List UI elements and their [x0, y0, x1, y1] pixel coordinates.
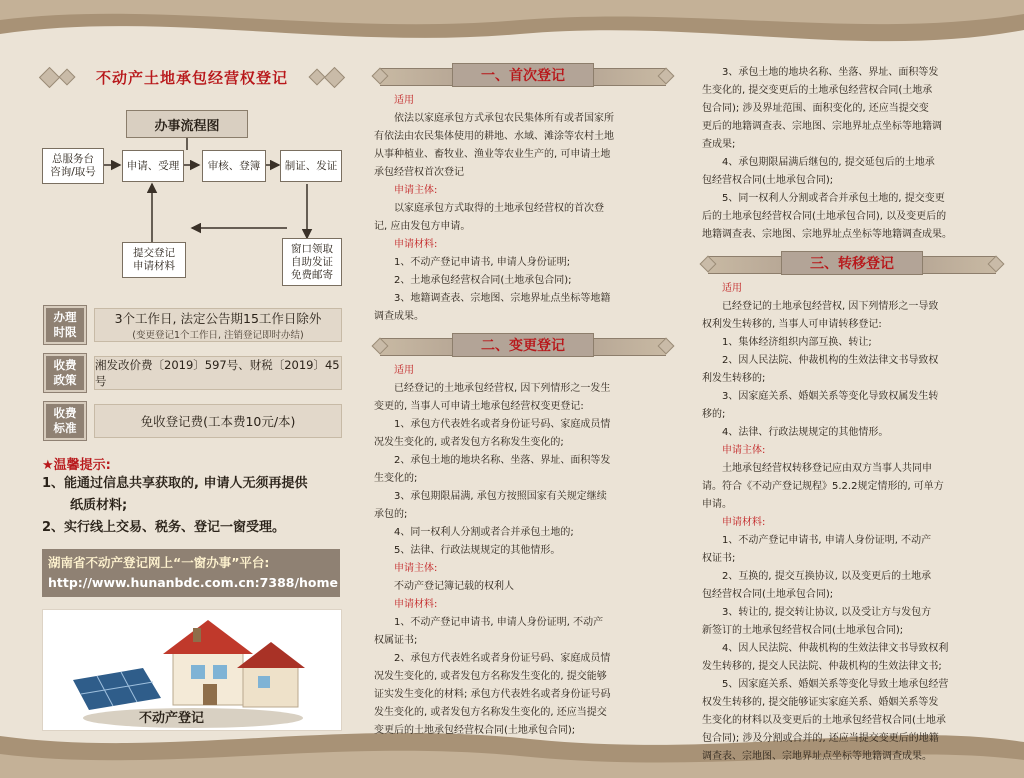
body-line: 承包经营权首次登记 [374, 167, 464, 178]
body-line: 移的; [702, 409, 726, 420]
body-line: 记, 应由发包方申请。 [374, 221, 471, 232]
body-line: 变更的, 当事人可申请土地承包经营权变更登记: [374, 401, 584, 412]
body-line: 5、同一权利人分割或者合并承包土地的, 提交变更 [722, 193, 945, 204]
body-line: 查成果; [702, 139, 736, 150]
fee-policy-row [42, 354, 342, 392]
body-line: 新签订的土地承包经营权合同(土地承包合同); [702, 625, 904, 636]
body-line: 2、因人民法院、仲裁机构的生效法律文书导致权 [722, 355, 939, 366]
image-caption: 不动产登记 [139, 711, 205, 726]
section-header-change [374, 334, 672, 356]
body-line: 更后的地籍调查表、宗地图、宗地界址点坐标等地籍调 [702, 121, 942, 132]
body-line: 生变化的, 提交变更后的土地承包经营权合同(土地承 [702, 85, 933, 96]
subheading-text: 申请材料: [394, 239, 438, 250]
section-header-transfer [702, 252, 1002, 274]
subheading-text: 适用 [394, 95, 414, 106]
body-line: 2、土地承包经营权合同(土地承包合同); [394, 275, 572, 286]
body-line: 1、承包方代表姓名或者身份证号码、家庭成员情 [394, 419, 611, 430]
subheading-text: 适用 [394, 365, 414, 376]
body-line: 包合同); 涉及分割或合并的, 还应当提交变更后的地籍 [702, 733, 939, 744]
diamond-icon [39, 66, 60, 87]
tip-item-cont: 纸质材料; [70, 498, 128, 513]
section-header-initial [374, 64, 672, 86]
fee-standard-tag: 收费 标准 [44, 402, 86, 440]
step-pickup: 窗口领取 自助发证 免费邮寄 [282, 238, 342, 286]
body-line: 3、因家庭关系、婚姻关系等变化导致权属发生转 [722, 391, 939, 402]
body-line: 从事种植业、畜牧业、渔业等农业生产的, 可申请土地 [374, 149, 611, 160]
body-line: 包合同); 涉及界址范围、面积变化的, 还应当提交变 [702, 103, 929, 114]
subheading-text: 适用 [722, 283, 742, 294]
body-line: 依法以家庭承包方式承包农民集体所有或者国家所 [394, 113, 614, 124]
section-title: 二、变更登记 [452, 333, 594, 357]
right-panel [702, 64, 1002, 766]
tip-item: 1、能通过信息共享获取的, 申请人无须再提供 [42, 476, 308, 491]
body-line: 以家庭承包方式取得的土地承包经营权的首次登 [394, 203, 604, 214]
body-line: 4、法律、行政法规规定的其他情形。 [722, 427, 889, 438]
body-line: 调查表、宗地图、宗地界址点坐标等地籍调查成果。 [702, 751, 932, 762]
step-review: 审核、登簿 [202, 150, 266, 182]
time-limit-line2: (变更登记1个工作日, 注销登记即时办结) [132, 330, 304, 341]
body-line: 1、不动产登记申请书, 申请人身份证明; [394, 257, 571, 268]
fee-policy-value [94, 356, 342, 390]
body-line: 变更后的土地承包经营权合同(土地承包合同); [374, 725, 576, 736]
time-limit-tag: 办理 时限 [44, 306, 86, 344]
fee-standard-text: 免收登记费(工本费10元/本) [140, 414, 296, 429]
body-line: 包经营权合同(土地承包合同); [702, 175, 834, 186]
body-line: 承包的; [374, 509, 408, 520]
subheading-text: 申请材料: [394, 599, 438, 610]
fee-standard-value [94, 404, 342, 438]
step-submit-materials: 提交登记 申请材料 [122, 242, 186, 278]
body-line: 4、承包期限届满后继包的, 提交延包后的土地承 [722, 157, 935, 168]
subheading-text: 申请主体: [722, 445, 766, 456]
panel-title-row [42, 62, 342, 92]
body-line: 生变化的材料以及变更后的土地承包经营权合同(土地承 [702, 715, 946, 726]
body-line: 2、承包土地的地块名称、坐落、界址、面积等发 [394, 455, 611, 466]
fee-standard-row [42, 402, 342, 440]
subheading-text: 申请主体: [394, 563, 438, 574]
body-line: 包经营权合同(土地承包合同); [702, 589, 834, 600]
subheading-text: 申请主体: [394, 185, 438, 196]
body-line: 请。符合《不动产登记规程》5.2.2规定情形的, 可单方 [702, 481, 944, 492]
section-title: 一、首次登记 [452, 63, 594, 87]
body-line: 已经登记的土地承包经营权, 因下列情形之一发生 [394, 383, 611, 394]
body-line: 证实发生变化的材料; 承包方代表姓名或者身份证号码 [374, 689, 611, 700]
middle-panel [374, 64, 672, 740]
body-line: 1、不动产登记申请书, 申请人身份证明, 不动产 [722, 535, 932, 546]
platform-label: 湖南省不动产登记网上“一窗办事”平台: [48, 555, 270, 570]
solar-panel-icon [73, 668, 161, 710]
step-issue: 制证、发证 [280, 150, 342, 182]
body-line: 5、因家庭关系、婚姻关系等变化导致土地承包经营 [722, 679, 949, 690]
body-line: 发生变化的, 或者发包方名称发生变化的, 还应当提交 [374, 707, 607, 718]
tips-section [42, 454, 342, 539]
body-line: 况发生变化的, 或者发包方名称发生变化的, 提交能够 [374, 671, 607, 682]
body-line: 1、集体经济组织内部互换、转让; [722, 337, 872, 348]
time-limit-line1: 3个工作日, 法定公告期15工作日除外 [114, 311, 322, 326]
diamond-icon [59, 69, 76, 86]
body-line: 3、地籍调查表、宗地图、宗地界址点坐标等地籍 [394, 293, 611, 304]
fee-policy-tag: 收费 政策 [44, 354, 86, 392]
body-line: 2、承包方代表姓名或者身份证号码、家庭成员情 [394, 653, 611, 664]
body-line: 后的土地承包经营权合同(土地承包合同), 以及变更后的 [702, 211, 947, 222]
fee-policy-text: 湘发改价费〔2019〕597号、财税〔2019〕45号 [95, 358, 340, 388]
body-line: 5、法律、行政法规规定的其他情形。 [394, 545, 561, 556]
body-line: 2、互换的, 提交互换协议, 以及变更后的土地承 [722, 571, 932, 582]
body-line: 发生转移的, 提交人民法院、仲裁机构的生效法律文书; [702, 661, 942, 672]
process-flowchart [42, 110, 342, 310]
section-body-change-cont [702, 64, 1002, 244]
body-line: 3、承包期限届满, 承包方按照国家有关规定继续 [394, 491, 607, 502]
body-line: 利发生转移的; [702, 373, 766, 384]
left-panel [42, 62, 342, 731]
body-line: 有依法由农民集体使用的耕地、水域、滩涂等农村土地 [374, 131, 614, 142]
tip-item: 2、实行线上交易、税务、登记一窗受理。 [42, 520, 286, 535]
body-line: 调查成果。 [374, 311, 424, 322]
platform-url-link[interactable]: http://www.hunanbdc.com.cn:7388/home [48, 575, 339, 590]
section-title: 三、转移登记 [781, 251, 923, 275]
body-line: 况发生变化的, 或者发包方名称发生变化的; [374, 437, 564, 448]
house-illustration [42, 609, 342, 731]
diamond-icon [324, 66, 345, 87]
body-line: 权发生转移的, 提交能够证实家庭关系、婚姻关系等发 [702, 697, 939, 708]
page-title: 不动产土地承包经营权登记 [95, 68, 288, 87]
section-body-transfer [702, 280, 1002, 766]
step-apply: 申请、受理 [122, 150, 184, 182]
body-line: 权利发生转移的, 当事人可申请转移登记: [702, 319, 882, 330]
section-body-change [374, 362, 672, 740]
step-service-desk: 总服务台 咨询/取号 [42, 148, 104, 184]
body-line: 已经登记的土地承包经营权, 因下列情形之一导致 [722, 301, 939, 312]
subheading-text: 申请材料: [722, 517, 766, 528]
body-line: 4、同一权利人分割或者合并承包土地的; [394, 527, 574, 538]
body-line: 4、因人民法院、仲裁机构的生效法律文书导致权利 [722, 643, 949, 654]
body-line: 地籍调查表、宗地图、宗地界址点坐标等地籍调查成果。 [702, 229, 952, 240]
tips-heading: ★温馨提示: [42, 458, 111, 473]
body-line: 3、承包土地的地块名称、坐落、界址、面积等发 [722, 67, 939, 78]
time-limit-row [42, 306, 342, 344]
body-line: 不动产登记簿记载的权利人 [394, 581, 514, 592]
body-line: 3、转让的, 提交转让协议, 以及受让方与发包方 [722, 607, 932, 618]
section-body-initial [374, 92, 672, 326]
body-line: 生变化的; [374, 473, 418, 484]
house-icon [163, 620, 305, 707]
time-limit-value [94, 308, 342, 342]
online-platform-box [42, 549, 340, 597]
body-line: 权证书; [702, 553, 736, 564]
body-line: 权属证书; [374, 635, 418, 646]
body-line: 申请。 [702, 499, 732, 510]
body-line: 土地承包经营权转移登记应由双方当事人共同申 [722, 463, 932, 474]
body-line: 1、不动产登记申请书, 申请人身份证明, 不动产 [394, 617, 604, 628]
flowchart-header: 办事流程图 [126, 110, 248, 138]
